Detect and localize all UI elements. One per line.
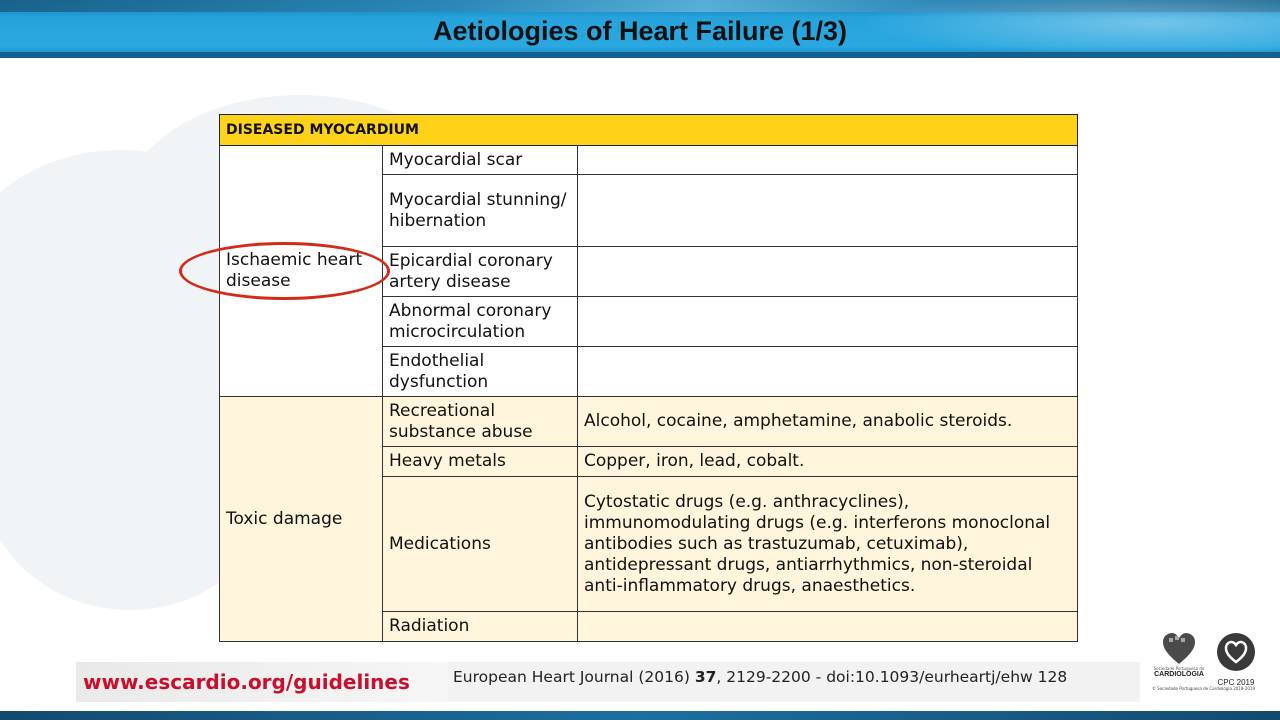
highlight-ellipse [179, 242, 390, 300]
examples-cell [578, 175, 1078, 247]
table-header-row [220, 115, 1078, 146]
heart-logo-icon [1161, 632, 1197, 666]
guidelines-link[interactable]: www.escardio.org/guidelines [76, 662, 448, 702]
cause-cell: Abnormal coronary microcirculation [383, 297, 578, 347]
category-toxic: Toxic damage [220, 397, 383, 642]
spc-top-text: Sociedade Portuguesa de [1153, 666, 1205, 671]
examples-cell [578, 247, 1078, 297]
examples-cell: Copper, iron, lead, cobalt. [578, 447, 1078, 477]
journal-citation [453, 662, 1067, 692]
bottom-bar [0, 711, 1280, 720]
cause-cell: Epicardial coronary artery disease [383, 247, 578, 297]
cause-cell: Medications [383, 477, 578, 612]
citation-rest: , 2129-2200 - doi:10.1093/eurheartj/ehw 128 [716, 668, 1068, 686]
citation-journal: European Heart Journal (2016) [453, 668, 695, 686]
table-row [220, 397, 1078, 447]
table-row [220, 146, 1078, 175]
cpc-heart-icon [1216, 632, 1256, 672]
examples-cell [578, 297, 1078, 347]
cause-cell: Endothelial dysfunction [383, 347, 578, 397]
header-bottom-line [0, 52, 1280, 58]
category-ischaemic: Ischaemic heart disease [220, 146, 383, 397]
examples-cell [578, 347, 1078, 397]
examples-cell: Cytostatic drugs (e.g. anthracyclines), immunomodulating drugs (e.g. interferons monoclonal antibodies such as trastuzumab, cetuximab), antidepressant drugs, antiarrhythmics, non-steroidal anti-inflammatory drugs, anaesthetics. [578, 477, 1078, 612]
cause-cell: Myocardial stunning/ hibernation [383, 175, 578, 247]
cause-cell: Myocardial scar [383, 146, 578, 175]
examples-cell [578, 146, 1078, 175]
cause-cell: Radiation [383, 612, 578, 642]
spc-footer-text: © Sociedade Portuguesa de Cardiologia 2018-2019 [1152, 686, 1256, 691]
aetiology-table [219, 114, 1078, 642]
cpc-label: CPC 2019 [1217, 678, 1255, 687]
table-header: DISEASED MYOCARDIUM [220, 115, 1078, 146]
examples-cell [578, 612, 1078, 642]
cause-cell: Recreational substance abuse [383, 397, 578, 447]
spc-name-text: CARDIOLOGIA [1154, 671, 1204, 678]
examples-cell: Alcohol, cocaine, amphetamine, anabolic steroids. [578, 397, 1078, 447]
citation-volume: 37 [694, 668, 717, 686]
cause-cell: Heavy metals [383, 447, 578, 477]
slide-title: Aetiologies of Heart Failure (1/3) [432, 16, 848, 46]
